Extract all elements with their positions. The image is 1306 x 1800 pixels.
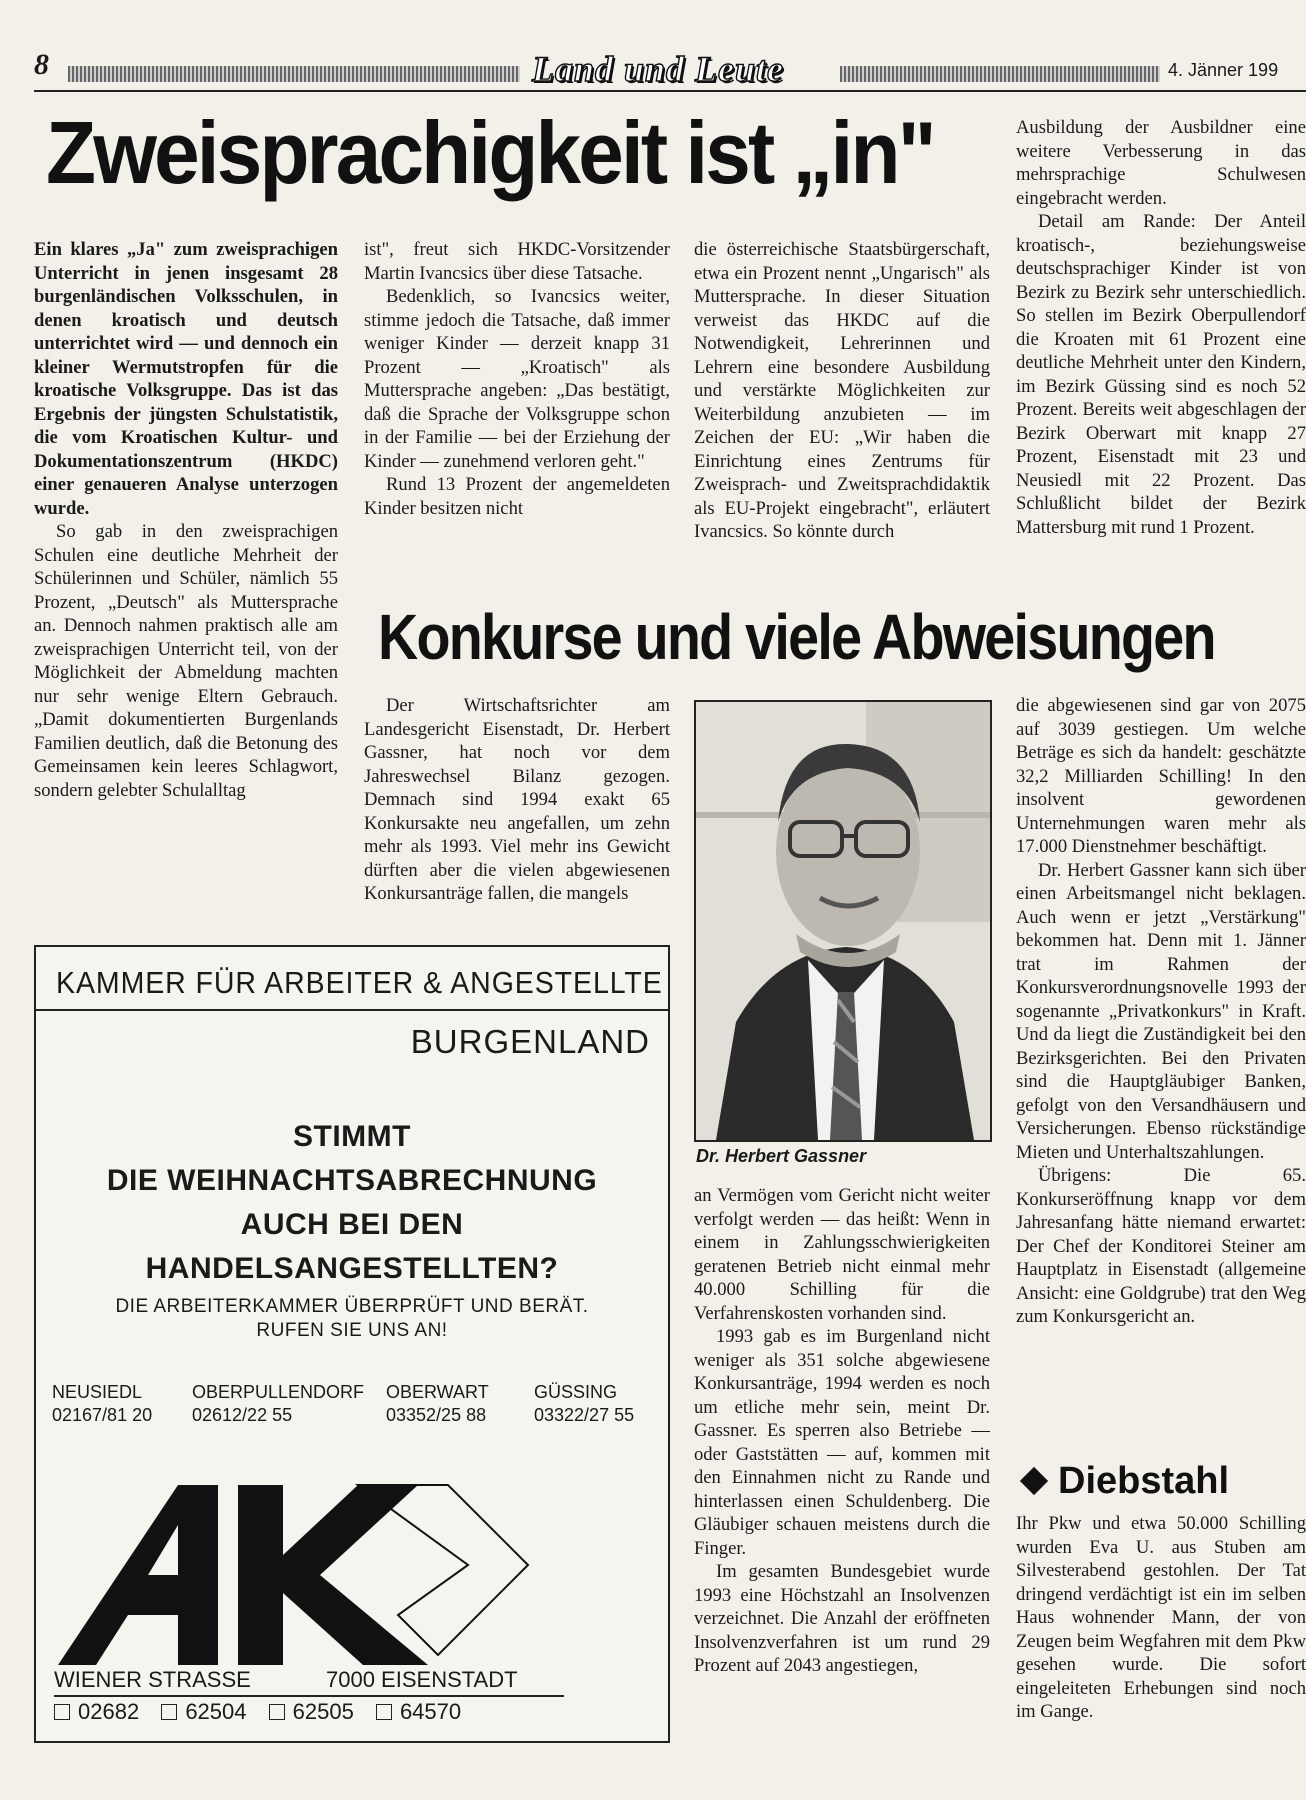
brief-text: Ihr Pkw und etwa 50.000 Schilling wurden Eva U. aus Stuben am Silvesterabend gestohlen. Der Tat dringend verdächtigt ist ein im selben Haus wohnender Mann, der von Zeugen beim Wegfahren mit dem Pkw gesehen wurde. Die sofort eingeleiteten Erhebungen sind noch im Gange. — [1016, 1513, 1306, 1722]
brief-heading — [1016, 1460, 1229, 1503]
article1-paragraph: Detail am Rande: Der Anteil kroatisch-, beziehungsweise deutschsprachiger Kinder ist von Bezirk zu Bezirk sehr unterschiedlich. So stellen im Bezirk Oberpullendorf die Kroaten mit 61 Prozent eine deutliche Mehrheit unter den Kindern, im Bezirk Güssing sind es noch 52 Prozent. Bereits weit abgeschlagen der Bezirk Oberwart mit knapp 27 Prozent, Eisenstadt mit 23 und Neusiedl mit 22 Prozent. Das Schlußlicht bildet der Bezirk Mattersburg mit rund 1 Prozent. — [1016, 211, 1306, 538]
ad-phone-list — [54, 1699, 477, 1725]
diamond-bullet-icon — [1020, 1467, 1048, 1495]
header-stripe-right — [840, 66, 1160, 82]
office-phone: 03352/25 88 — [386, 1405, 487, 1425]
ad-office-guessing — [534, 1381, 634, 1427]
ad-subline — [36, 1295, 668, 1343]
header-stripe-left — [68, 66, 520, 82]
ad-phone-number: 02682 — [78, 1699, 140, 1724]
article2-paragraph: Übrigens: Die 65. Konkurseröffnung knapp vor dem Jahresanfang hätte niemand erwartet: Der Chef der Konditorei Steiner am Hauptplatz in Eisenstadt (allgemeine Ansicht: eine Goldgrube) trat den Weg zum Konkursgericht an. — [1016, 1165, 1306, 1327]
brief-title: Diebstahl — [1058, 1460, 1230, 1502]
office-city: OBERPULLENDORF — [192, 1382, 365, 1402]
article1-column-4 — [1016, 116, 1306, 598]
ad-street: WIENER STRASSE — [54, 1667, 251, 1692]
header-rule — [34, 90, 1306, 92]
ad-phone-number: 62505 — [292, 1699, 354, 1724]
article2-paragraph: die abgewiesenen sind gar von 2075 auf 3039 gestiegen. Um welche Beträge es sich da handelt: geschätzte 32,2 Milliarden Schilling! In den insolvent gewordenen Unternehmungen waren mehr als 17.000 Dienstnehmer beschäftigt. — [1016, 695, 1306, 857]
office-phone: 02167/81 20 — [52, 1405, 153, 1425]
article1-lead: Ein klares „Ja" zum zweisprachigen Unterricht in jenen insgesamt 28 burgenländischen Volksschulen, in denen kroatisch und deutsch unterrichtet wird — und dennoch ein kleiner Wermutstropfen für die kroatische Volksgruppe. Das ist das Ergebnis der jüngsten Schulstatistik, die vom Kroatischen Kultur- und Dokumentationszentrum (HKDC) einer genaueren Analyse unterzogen wurde. — [34, 239, 338, 519]
article1-column-3 — [694, 238, 990, 596]
phone-box-icon — [269, 1704, 285, 1720]
office-phone: 02612/22 55 — [192, 1405, 293, 1425]
ad-phone-number: 62504 — [185, 1699, 247, 1724]
article1-paragraph: Bedenklich, so Ivancsics weiter, stimme jedoch die Tatsache, daß immer weniger Kinder — derzeit knapp 31 Prozent — „Kroatisch" als Muttersprache angeben: „Das bestätigt, daß die Sprache der Volksgruppe schon in der Familie — bei der Erziehung der Kinder — zunehmend verloren geht." — [364, 286, 670, 472]
ak-logo-icon — [58, 1475, 578, 1665]
ad-headline-line: DIE WEIHNACHTSABRECHNUNG — [106, 1164, 598, 1197]
article2-paragraph: Im gesamten Bundesgebiet wurde 1993 eine Höchstzahl an Insolvenzen verzeichnet. Die Anzahl der eröffneten Insolvenzverfahren ist um rund 29 Prozent auf 2043 angestiegen, — [694, 1561, 990, 1676]
issue-date: 4. Jänner 199 — [1168, 60, 1279, 80]
article2-column-3 — [1016, 694, 1306, 1486]
article1-headline: Zweisprachigkeit ist „in" — [46, 103, 934, 202]
article1-column-2 — [364, 238, 670, 596]
article1-paragraph: Ausbildung der Ausbildner eine weitere Verbesserung in das mehrsprachige Schulwesen eingebracht werden. — [1016, 117, 1306, 209]
article2-paragraph: an Vermögen vom Gericht nicht weiter verfolgt werden — das heißt: Wenn in einem in Zahlungsschwierigkeiten geratenen Betrieb nicht einmal mehr 40.000 Schilling für die Verfahrenskosten vorhanden sind. — [694, 1185, 990, 1324]
article1-column-1 — [34, 238, 338, 934]
ad-office-oberwart — [386, 1381, 489, 1427]
office-phone: 03322/27 55 — [534, 1405, 635, 1425]
portrait-photo — [694, 700, 992, 1142]
brief-column — [1016, 1512, 1306, 1788]
article2-paragraph: Der Wirtschaftsrichter am Landesgericht Eisenstadt, Dr. Herbert Gassner, hat noch vor dem Jahreswechsel Bilanz gezogen. Demnach sind 1994 exakt 65 Konkursakte neu angefallen, um zehn mehr als 1993. Viel mehr ins Gewicht dürften aber die vielen abgewiesenen Konkursanträge fallen, die mangels — [364, 695, 670, 904]
article2-column-2 — [694, 1184, 990, 1790]
article1-paragraph: So gab in den zweisprachigen Schulen eine deutliche Mehrheit der Schülerinnen und Schüler, nämlich 55 Prozent, „Deutsch" als Muttersprache an. Dennoch nahmen praktisch alle am zweisprachigen Unterricht teil, von der Möglichkeit der Abmeldung machten nur sehr wenige Eltern Gebrauch. „Damit dokumentierten Burgenlands Familien deutlich, daß die Betonung des Gemeinsamen kein leeres Schlagwort, sondern gelebter Schulalltag — [34, 521, 338, 801]
phone-box-icon — [54, 1704, 70, 1720]
ad-phone-number: 64570 — [399, 1699, 462, 1724]
article2-column-1 — [364, 694, 670, 930]
office-city: NEUSIEDL — [52, 1382, 143, 1402]
ad-region: BURGENLAND — [410, 1023, 650, 1060]
ad-office-oberpullendorf — [192, 1381, 364, 1427]
ad-headline-line: HANDELSANGESTELLTEN? — [145, 1252, 559, 1285]
ad-organization: KAMMER FÜR ARBEITER & ANGESTELLTE — [56, 965, 663, 1000]
article1-paragraph: Rund 13 Prozent der angemeldeten Kinder besitzen nicht — [364, 474, 670, 519]
phone-box-icon — [161, 1704, 177, 1720]
photo-caption: Dr. Herbert Gassner — [696, 1146, 867, 1166]
article1-paragraph: die österreichische Staatsbürgerschaft, etwa ein Prozent nennt „Ungarisch" als Muttersprache. In dieser Situation verweist das HKDC auf die Notwendigkeit, Lehrerinnen und Lehrern eine besondere Ausbildung und verstärkte Möglichkeiten zur Weiterbildung anzubieten — im Zeichen der EU: „Wir haben die Einrichtung eines Zentrums für Zweisprach- und Zweitsprachdidaktik als EU-Projekt eingebracht", erläutert Ivancsics. So könnte durch — [694, 239, 990, 542]
ad-rule — [54, 1695, 564, 1697]
ad-headline-line: AUCH BEI DEN — [240, 1208, 464, 1241]
portrait-illustration — [696, 702, 990, 1140]
phone-box-icon — [376, 1704, 392, 1720]
ad-headline-line: STIMMT — [293, 1120, 411, 1153]
section-title: Land und Leute — [532, 49, 785, 89]
ad-office-neusiedl — [52, 1381, 152, 1427]
office-city: OBERWART — [386, 1382, 489, 1402]
ad-city: 7000 EISENSTADT — [326, 1667, 518, 1692]
advertisement — [34, 945, 670, 1743]
article1-paragraph: ist", freut sich HKDC-Vorsitzender Martin Ivancsics über diese Tatsache. — [364, 239, 670, 284]
ad-headline — [36, 1115, 668, 1291]
office-city: GÜSSING — [534, 1382, 618, 1402]
article2-headline: Konkurse und viele Abweisungen — [378, 601, 1215, 673]
ad-subline-line: RUFEN SIE UNS AN! — [256, 1320, 448, 1341]
page-number: 8 — [34, 48, 49, 81]
article2-paragraph: 1993 gab es im Burgenland nicht weniger als 351 solche abgewiesene Konkursanträge, 1994 werden es noch um etliche mehr sein, meint Dr. Gassner. Es sperren also Betriebe — oder Gaststätten — auf, kommen mit den Einnahmen nicht zu Rande und hinterlassen einen Schuldenberg. Die Gläubiger schauen meistens durch die Finger. — [694, 1326, 990, 1559]
ad-subline-line: DIE ARBEITERKAMMER ÜBERPRÜFT UND BERÄT. — [115, 1296, 589, 1317]
article2-paragraph: Dr. Herbert Gassner kann sich über einen Arbeitsmangel nicht beklagen. Auch wenn er jetzt „Verstärkung" bekommen hat. Denn mit 1. Jänner trat im Rahmen der Konkursverordnungsnovelle 1993 der sogenannte „Privatkonkurs" in Kraft. Und da liegt die Zuständigkeit bei den Bezirksgerichten. Bei den Privaten sind die Hauptgläubiger Banken, gefolgt von den Versandhäusern und Versicherungen. Ebenso rückständige Mieten und Unterhaltszahlungen. — [1016, 859, 1306, 1163]
